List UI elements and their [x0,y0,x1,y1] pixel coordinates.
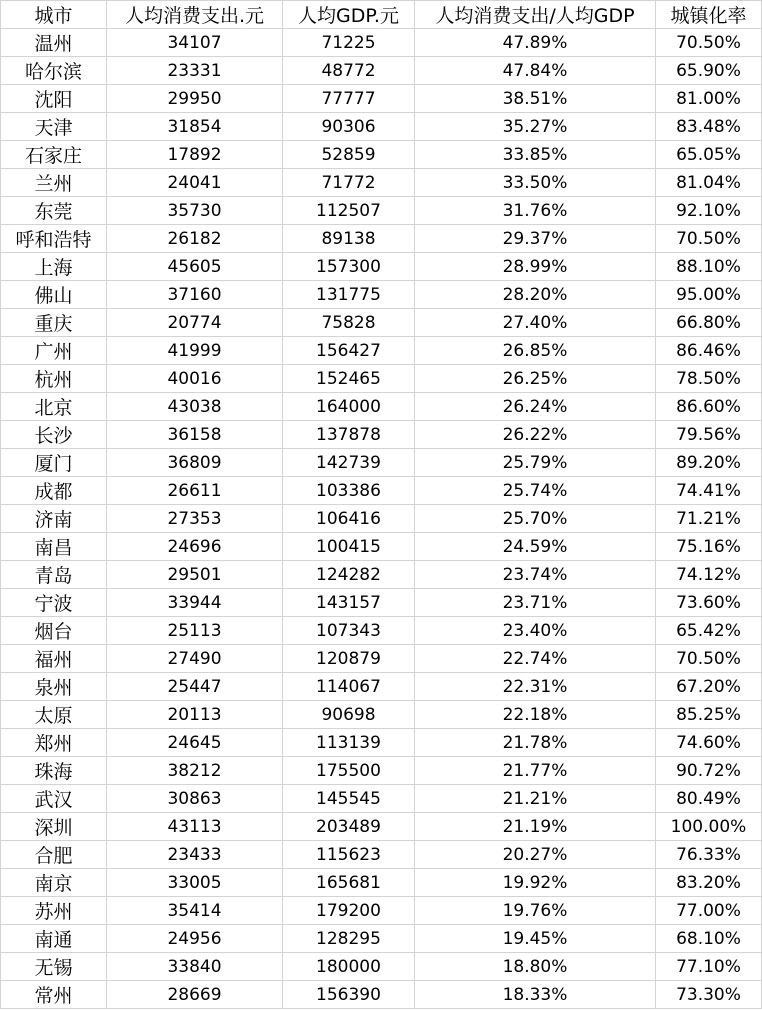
table-row [1,561,762,589]
table-row [1,57,762,85]
consumption-cell[interactable]: 20774 [107,309,283,337]
consumption-cell[interactable]: 28669 [107,981,283,1009]
city-cell[interactable]: 南昌 [1,533,107,561]
urbanization-cell[interactable]: 76.33% [656,841,762,869]
city-cell[interactable]: 沈阳 [1,85,107,113]
urbanization-cell[interactable]: 65.90% [656,57,762,85]
table-row [1,533,762,561]
consumption-cell[interactable]: 43038 [107,393,283,421]
table-row [1,729,762,757]
consumption-cell[interactable]: 38212 [107,757,283,785]
gdp-cell[interactable]: 90306 [283,113,415,141]
gdp-cell[interactable]: 115623 [283,841,415,869]
urbanization-cell[interactable]: 65.05% [656,141,762,169]
gdp-cell[interactable]: 90698 [283,701,415,729]
city-cell[interactable]: 成都 [1,477,107,505]
city-cell[interactable]: 南通 [1,925,107,953]
gdp-cell[interactable]: 145545 [283,785,415,813]
consumption-cell[interactable]: 25113 [107,617,283,645]
gdp-cell[interactable]: 156427 [283,337,415,365]
ratio-cell[interactable]: 18.80% [415,953,656,981]
ratio-cell[interactable]: 19.92% [415,869,656,897]
urbanization-cell[interactable]: 85.25% [656,701,762,729]
urbanization-cell[interactable]: 79.56% [656,421,762,449]
city-cell[interactable]: 温州 [1,29,107,57]
consumption-cell[interactable]: 41999 [107,337,283,365]
ratio-cell[interactable]: 25.70% [415,505,656,533]
table-row [1,365,762,393]
consumption-cell[interactable]: 24041 [107,169,283,197]
header-city[interactable]: 城市 [1,1,107,29]
city-cell[interactable]: 上海 [1,253,107,281]
table-row [1,337,762,365]
consumption-cell[interactable]: 29950 [107,85,283,113]
urbanization-cell[interactable]: 73.30% [656,981,762,1009]
consumption-cell[interactable]: 17892 [107,141,283,169]
table-row [1,141,762,169]
gdp-cell[interactable]: 113139 [283,729,415,757]
ratio-cell[interactable]: 35.27% [415,113,656,141]
urbanization-cell[interactable]: 78.50% [656,365,762,393]
ratio-cell[interactable]: 26.22% [415,421,656,449]
city-cell[interactable]: 石家庄 [1,141,107,169]
gdp-cell[interactable]: 175500 [283,757,415,785]
header-row [1,1,762,29]
city-cell[interactable]: 武汉 [1,785,107,813]
city-cell[interactable]: 苏州 [1,897,107,925]
urbanization-cell[interactable]: 74.41% [656,477,762,505]
header-urbanization-rate[interactable]: 城镇化率 [656,1,762,29]
urbanization-cell[interactable]: 89.20% [656,449,762,477]
urbanization-cell[interactable]: 74.60% [656,729,762,757]
city-cell[interactable]: 珠海 [1,757,107,785]
gdp-cell[interactable]: 180000 [283,953,415,981]
table-row [1,981,762,1009]
table-row [1,869,762,897]
urbanization-cell[interactable]: 83.48% [656,113,762,141]
city-cell[interactable]: 宁波 [1,589,107,617]
urbanization-cell[interactable]: 100.00% [656,813,762,841]
table-row [1,449,762,477]
consumption-cell[interactable]: 45605 [107,253,283,281]
gdp-cell[interactable]: 112507 [283,197,415,225]
gdp-cell[interactable]: 107343 [283,617,415,645]
table-row [1,85,762,113]
city-cell[interactable]: 广州 [1,337,107,365]
table-row [1,421,762,449]
table-row [1,757,762,785]
table-row [1,785,762,813]
gdp-cell[interactable]: 106416 [283,505,415,533]
urbanization-cell[interactable]: 68.10% [656,925,762,953]
ratio-cell[interactable]: 23.40% [415,617,656,645]
city-cell[interactable]: 北京 [1,393,107,421]
table-row [1,309,762,337]
gdp-cell[interactable]: 131775 [283,281,415,309]
consumption-cell[interactable]: 29501 [107,561,283,589]
city-cell[interactable]: 哈尔滨 [1,57,107,85]
gdp-cell[interactable]: 75828 [283,309,415,337]
urbanization-cell[interactable]: 81.04% [656,169,762,197]
urbanization-cell[interactable]: 90.72% [656,757,762,785]
gdp-cell[interactable]: 142739 [283,449,415,477]
city-cell[interactable]: 泉州 [1,673,107,701]
ratio-cell[interactable]: 21.21% [415,785,656,813]
city-cell[interactable]: 无锡 [1,953,107,981]
ratio-cell[interactable]: 38.51% [415,85,656,113]
table-row [1,813,762,841]
urbanization-cell[interactable]: 74.12% [656,561,762,589]
table-row [1,673,762,701]
consumption-cell[interactable]: 20113 [107,701,283,729]
ratio-cell[interactable]: 28.20% [415,281,656,309]
ratio-cell[interactable]: 19.45% [415,925,656,953]
consumption-cell[interactable]: 26182 [107,225,283,253]
ratio-cell[interactable]: 33.85% [415,141,656,169]
gdp-cell[interactable]: 71772 [283,169,415,197]
urbanization-cell[interactable]: 86.46% [656,337,762,365]
table-row [1,393,762,421]
table-row [1,925,762,953]
table-row [1,169,762,197]
table-row [1,225,762,253]
ratio-cell[interactable]: 23.71% [415,589,656,617]
city-cell[interactable]: 杭州 [1,365,107,393]
ratio-cell[interactable]: 21.77% [415,757,656,785]
urbanization-cell[interactable]: 70.50% [656,645,762,673]
table-row [1,253,762,281]
city-cell[interactable]: 重庆 [1,309,107,337]
urbanization-cell[interactable]: 86.60% [656,393,762,421]
urbanization-cell[interactable]: 92.10% [656,197,762,225]
city-cell[interactable]: 深圳 [1,813,107,841]
city-cell[interactable]: 佛山 [1,281,107,309]
urbanization-cell[interactable]: 75.16% [656,533,762,561]
consumption-cell[interactable]: 26611 [107,477,283,505]
gdp-cell[interactable]: 143157 [283,589,415,617]
consumption-cell[interactable]: 27353 [107,505,283,533]
gdp-cell[interactable]: 103386 [283,477,415,505]
urbanization-cell[interactable]: 77.10% [656,953,762,981]
ratio-cell[interactable]: 47.84% [415,57,656,85]
table-row [1,645,762,673]
ratio-cell[interactable]: 24.59% [415,533,656,561]
gdp-cell[interactable]: 152465 [283,365,415,393]
city-cell[interactable]: 兰州 [1,169,107,197]
gdp-cell[interactable]: 48772 [283,57,415,85]
consumption-cell[interactable]: 36809 [107,449,283,477]
table-header [1,1,762,29]
ratio-cell[interactable]: 20.27% [415,841,656,869]
city-cell[interactable]: 常州 [1,981,107,1009]
city-cell[interactable]: 厦门 [1,449,107,477]
table-row [1,953,762,981]
urbanization-cell[interactable]: 81.00% [656,85,762,113]
ratio-cell[interactable]: 22.18% [415,701,656,729]
gdp-cell[interactable]: 120879 [283,645,415,673]
urbanization-cell[interactable]: 67.20% [656,673,762,701]
urbanization-cell[interactable]: 66.80% [656,309,762,337]
gdp-cell[interactable]: 203489 [283,813,415,841]
ratio-cell[interactable]: 47.89% [415,29,656,57]
consumption-cell[interactable]: 24645 [107,729,283,757]
consumption-cell[interactable]: 33840 [107,953,283,981]
city-cell[interactable]: 长沙 [1,421,107,449]
ratio-cell[interactable]: 22.74% [415,645,656,673]
table-row [1,29,762,57]
gdp-cell[interactable]: 164000 [283,393,415,421]
consumption-cell[interactable]: 30863 [107,785,283,813]
ratio-cell[interactable]: 33.50% [415,169,656,197]
gdp-cell[interactable]: 89138 [283,225,415,253]
table-row [1,197,762,225]
consumption-cell[interactable]: 33944 [107,589,283,617]
ratio-cell[interactable]: 18.33% [415,981,656,1009]
table-body [1,29,762,1009]
ratio-cell[interactable]: 21.78% [415,729,656,757]
table-row [1,113,762,141]
table-row [1,281,762,309]
ratio-cell[interactable]: 19.76% [415,897,656,925]
header-gdp-per-capita[interactable]: 人均GDP.元 [283,1,415,29]
urbanization-cell[interactable]: 70.50% [656,29,762,57]
ratio-cell[interactable]: 25.74% [415,477,656,505]
ratio-cell[interactable]: 28.99% [415,253,656,281]
urbanization-cell[interactable]: 77.00% [656,897,762,925]
table-row [1,477,762,505]
urbanization-cell[interactable]: 65.42% [656,617,762,645]
ratio-cell[interactable]: 27.40% [415,309,656,337]
city-cell[interactable]: 福州 [1,645,107,673]
consumption-cell[interactable]: 24956 [107,925,283,953]
city-cell[interactable]: 太原 [1,701,107,729]
consumption-cell[interactable]: 23331 [107,57,283,85]
ratio-cell[interactable]: 26.85% [415,337,656,365]
consumption-cell[interactable]: 23433 [107,841,283,869]
consumption-cell[interactable]: 35730 [107,197,283,225]
city-cell[interactable]: 烟台 [1,617,107,645]
consumption-cell[interactable]: 37160 [107,281,283,309]
consumption-cell[interactable]: 36158 [107,421,283,449]
gdp-cell[interactable]: 71225 [283,29,415,57]
urbanization-cell[interactable]: 88.10% [656,253,762,281]
city-cell[interactable]: 天津 [1,113,107,141]
city-cell[interactable]: 郑州 [1,729,107,757]
gdp-cell[interactable]: 52859 [283,141,415,169]
urbanization-cell[interactable]: 73.60% [656,589,762,617]
ratio-cell[interactable]: 23.74% [415,561,656,589]
gdp-cell[interactable]: 156390 [283,981,415,1009]
consumption-cell[interactable]: 25447 [107,673,283,701]
ratio-cell[interactable]: 26.24% [415,393,656,421]
consumption-cell[interactable]: 31854 [107,113,283,141]
consumption-cell[interactable]: 27490 [107,645,283,673]
ratio-cell[interactable]: 31.76% [415,197,656,225]
consumption-cell[interactable]: 24696 [107,533,283,561]
header-consumption-gdp-ratio[interactable]: 人均消费支出/人均GDP [415,1,656,29]
table-row [1,617,762,645]
urbanization-cell[interactable]: 71.21% [656,505,762,533]
consumption-cell[interactable]: 34107 [107,29,283,57]
urbanization-cell[interactable]: 83.20% [656,869,762,897]
consumption-cell[interactable]: 43113 [107,813,283,841]
table-row [1,701,762,729]
gdp-cell[interactable]: 137878 [283,421,415,449]
header-consumption-per-capita[interactable]: 人均消费支出.元 [107,1,283,29]
consumption-cell[interactable]: 40016 [107,365,283,393]
ratio-cell[interactable]: 21.19% [415,813,656,841]
gdp-cell[interactable]: 114067 [283,673,415,701]
table-row [1,897,762,925]
ratio-cell[interactable]: 29.37% [415,225,656,253]
consumption-cell[interactable]: 35414 [107,897,283,925]
ratio-cell[interactable]: 22.31% [415,673,656,701]
city-cell[interactable]: 合肥 [1,841,107,869]
table-row [1,841,762,869]
city-cell[interactable]: 呼和浩特 [1,225,107,253]
city-cell[interactable]: 济南 [1,505,107,533]
consumption-cell[interactable]: 33005 [107,869,283,897]
table-row [1,505,762,533]
city-cell[interactable]: 东莞 [1,197,107,225]
gdp-cell[interactable]: 77777 [283,85,415,113]
gdp-cell[interactable]: 100415 [283,533,415,561]
gdp-cell[interactable]: 179200 [283,897,415,925]
urbanization-cell[interactable]: 95.00% [656,281,762,309]
urbanization-cell[interactable]: 70.50% [656,225,762,253]
ratio-cell[interactable]: 25.79% [415,449,656,477]
table-row [1,589,762,617]
city-cell[interactable]: 青岛 [1,561,107,589]
gdp-cell[interactable]: 157300 [283,253,415,281]
ratio-cell[interactable]: 26.25% [415,365,656,393]
gdp-cell[interactable]: 124282 [283,561,415,589]
gdp-cell[interactable]: 165681 [283,869,415,897]
city-cell[interactable]: 南京 [1,869,107,897]
gdp-cell[interactable]: 128295 [283,925,415,953]
urbanization-cell[interactable]: 80.49% [656,785,762,813]
